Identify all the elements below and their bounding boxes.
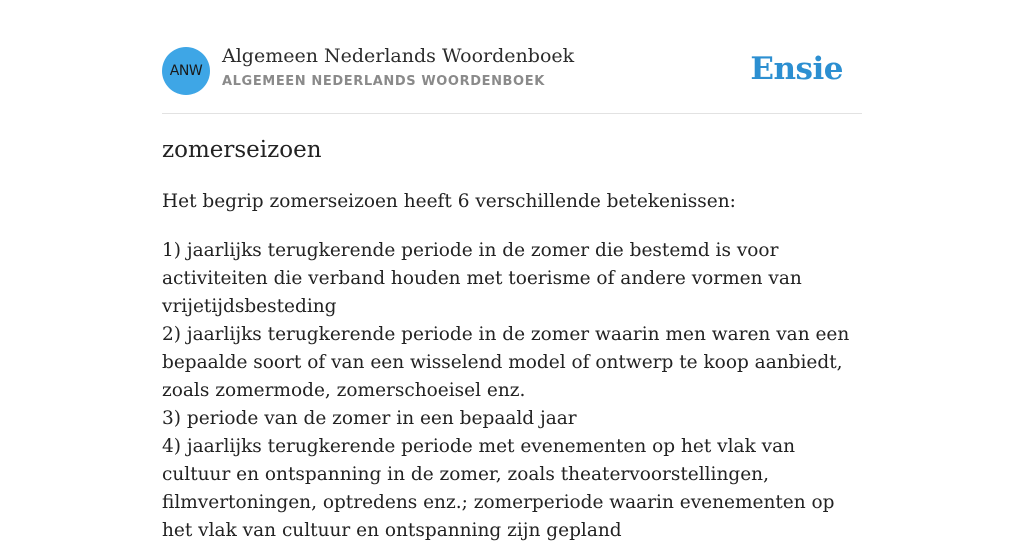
definition-item: 2) jaarlijks terugkerende periode in de zomer waarin men waren van een bepaalde soort of van een wisselend model of ontwerp te koop aanbiedt, zoals zomermode, zomerschoeisel enz. xyxy=(162,324,850,401)
definition-item: 1) jaarlijks terugkerende periode in de zomer die bestemd is voor activiteiten die verband houden met toerisme of andere vormen van vrijetijdsbesteding xyxy=(162,240,802,317)
source-subtitle: ALGEMEEN NEDERLANDS WOORDENBOEK xyxy=(222,74,545,89)
source-header xyxy=(162,0,862,114)
definitions-list xyxy=(162,237,862,545)
entry-intro: Het begrip zomerseizoen heeft 6 verschillende betekenissen: xyxy=(162,191,736,212)
source-title[interactable]: Algemeen Nederlands Woordenboek xyxy=(222,45,575,67)
ensie-brand-logo[interactable]: Ensie xyxy=(750,51,843,87)
entry-term: zomerseizoen xyxy=(162,137,322,163)
anw-logo[interactable]: ANW xyxy=(162,47,210,95)
page-container xyxy=(162,0,862,541)
definition-item: 3) periode van de zomer in een bepaald jaar xyxy=(162,408,577,429)
definition-item: 4) jaarlijks terugkerende periode met evenementen op het vlak van cultuur en ontspanning in de zomer, zoals theatervoorstellingen, filmvertoningen, optredens enz.; zomerperiode waarin evenementen op het vlak van cultuur en ontspanning zijn gepland xyxy=(162,436,835,541)
